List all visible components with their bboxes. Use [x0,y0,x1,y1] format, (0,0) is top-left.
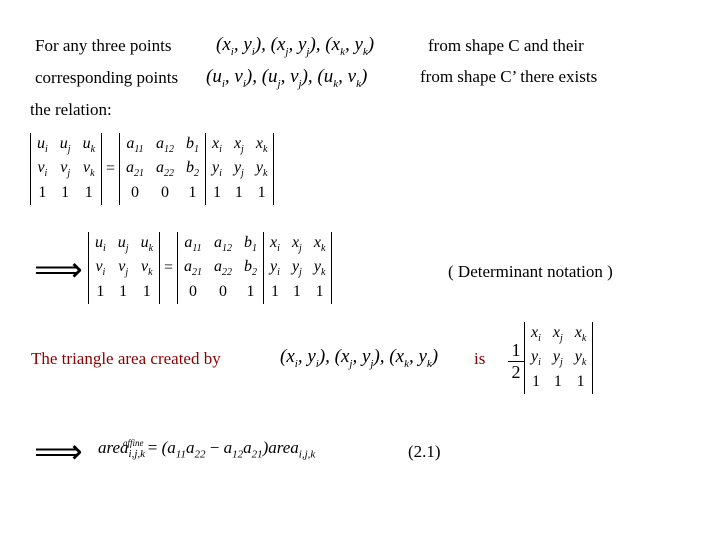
determinant-equation: $u_i$ $u_j$ $u_k$ = $a_{11}$ $a_{12}$ $b_1$ $x_i$ $x_j$ $x_k$ $v_i$ $v_j$ $v_k$ $a_{21}$ $a_{22}$ $b_2$ $y_i$ $y_j$ $y_k$ 1 1 1 0 0 1 1 1 1 [88,232,332,304]
intro-text-line1-suffix: from shape C and their [428,36,584,55]
matrix-equation-1: $u_i$ $u_j$ $u_k$ = $a_{11}$ $a_{12}$ $b_1$ $x_i$ $x_j$ $x_k$ $v_i$ $v_j$ $v_k$ $a_{21}$ $a_{22}$ $b_2$ $y_i$ $y_j$ $y_k$ 1 1 1 0 0 1 1 1 1 [30,133,274,205]
triangle-determinant: $x_i$ $x_j$ $x_k$ $y_i$ $y_j$ $y_k$ 1 1 1 [524,322,593,394]
equation-number: (2.1) [408,442,441,461]
intro-text-line1: For any three points [35,36,172,55]
determinant-notation-note: ( Determinant notation ) [448,262,613,281]
intro-text-line2: corresponding points [35,68,179,87]
triangle-area-text: The triangle area created by [31,349,221,368]
implies-arrow-1: ⟹ [34,250,83,290]
intro-text-line2-suffix: from shape C’ there exists [420,67,598,86]
half-fraction [508,340,524,383]
implies-arrow-2: ⟹ [34,432,83,472]
triangle-points-formula: ($x_i$, $y_i$), ($x_j$, $y_j$), ($x_k$, $y_k$) [280,346,439,370]
fraction-denominator: 2 [511,362,521,382]
intro-text-line3: the relation: [30,100,112,119]
target-points-formula: ($u_i$, $v_i$), ($u_j$, $v_j$), ($u_k$, $v_k$) [206,66,368,90]
affine-area-formula: area$_{i,j,k}^{affine}$ = ($a_{11}a_{22}$ − $a_{12}a_{21})area_{i,j,k}$ [98,438,316,461]
source-points-formula: ($x_i$, $y_i$), ($x_j$, $y_j$), ($x_k$, $y_k$) [216,34,375,58]
triangle-is-text: is [474,349,486,368]
fraction-numerator: 1 [508,340,524,362]
